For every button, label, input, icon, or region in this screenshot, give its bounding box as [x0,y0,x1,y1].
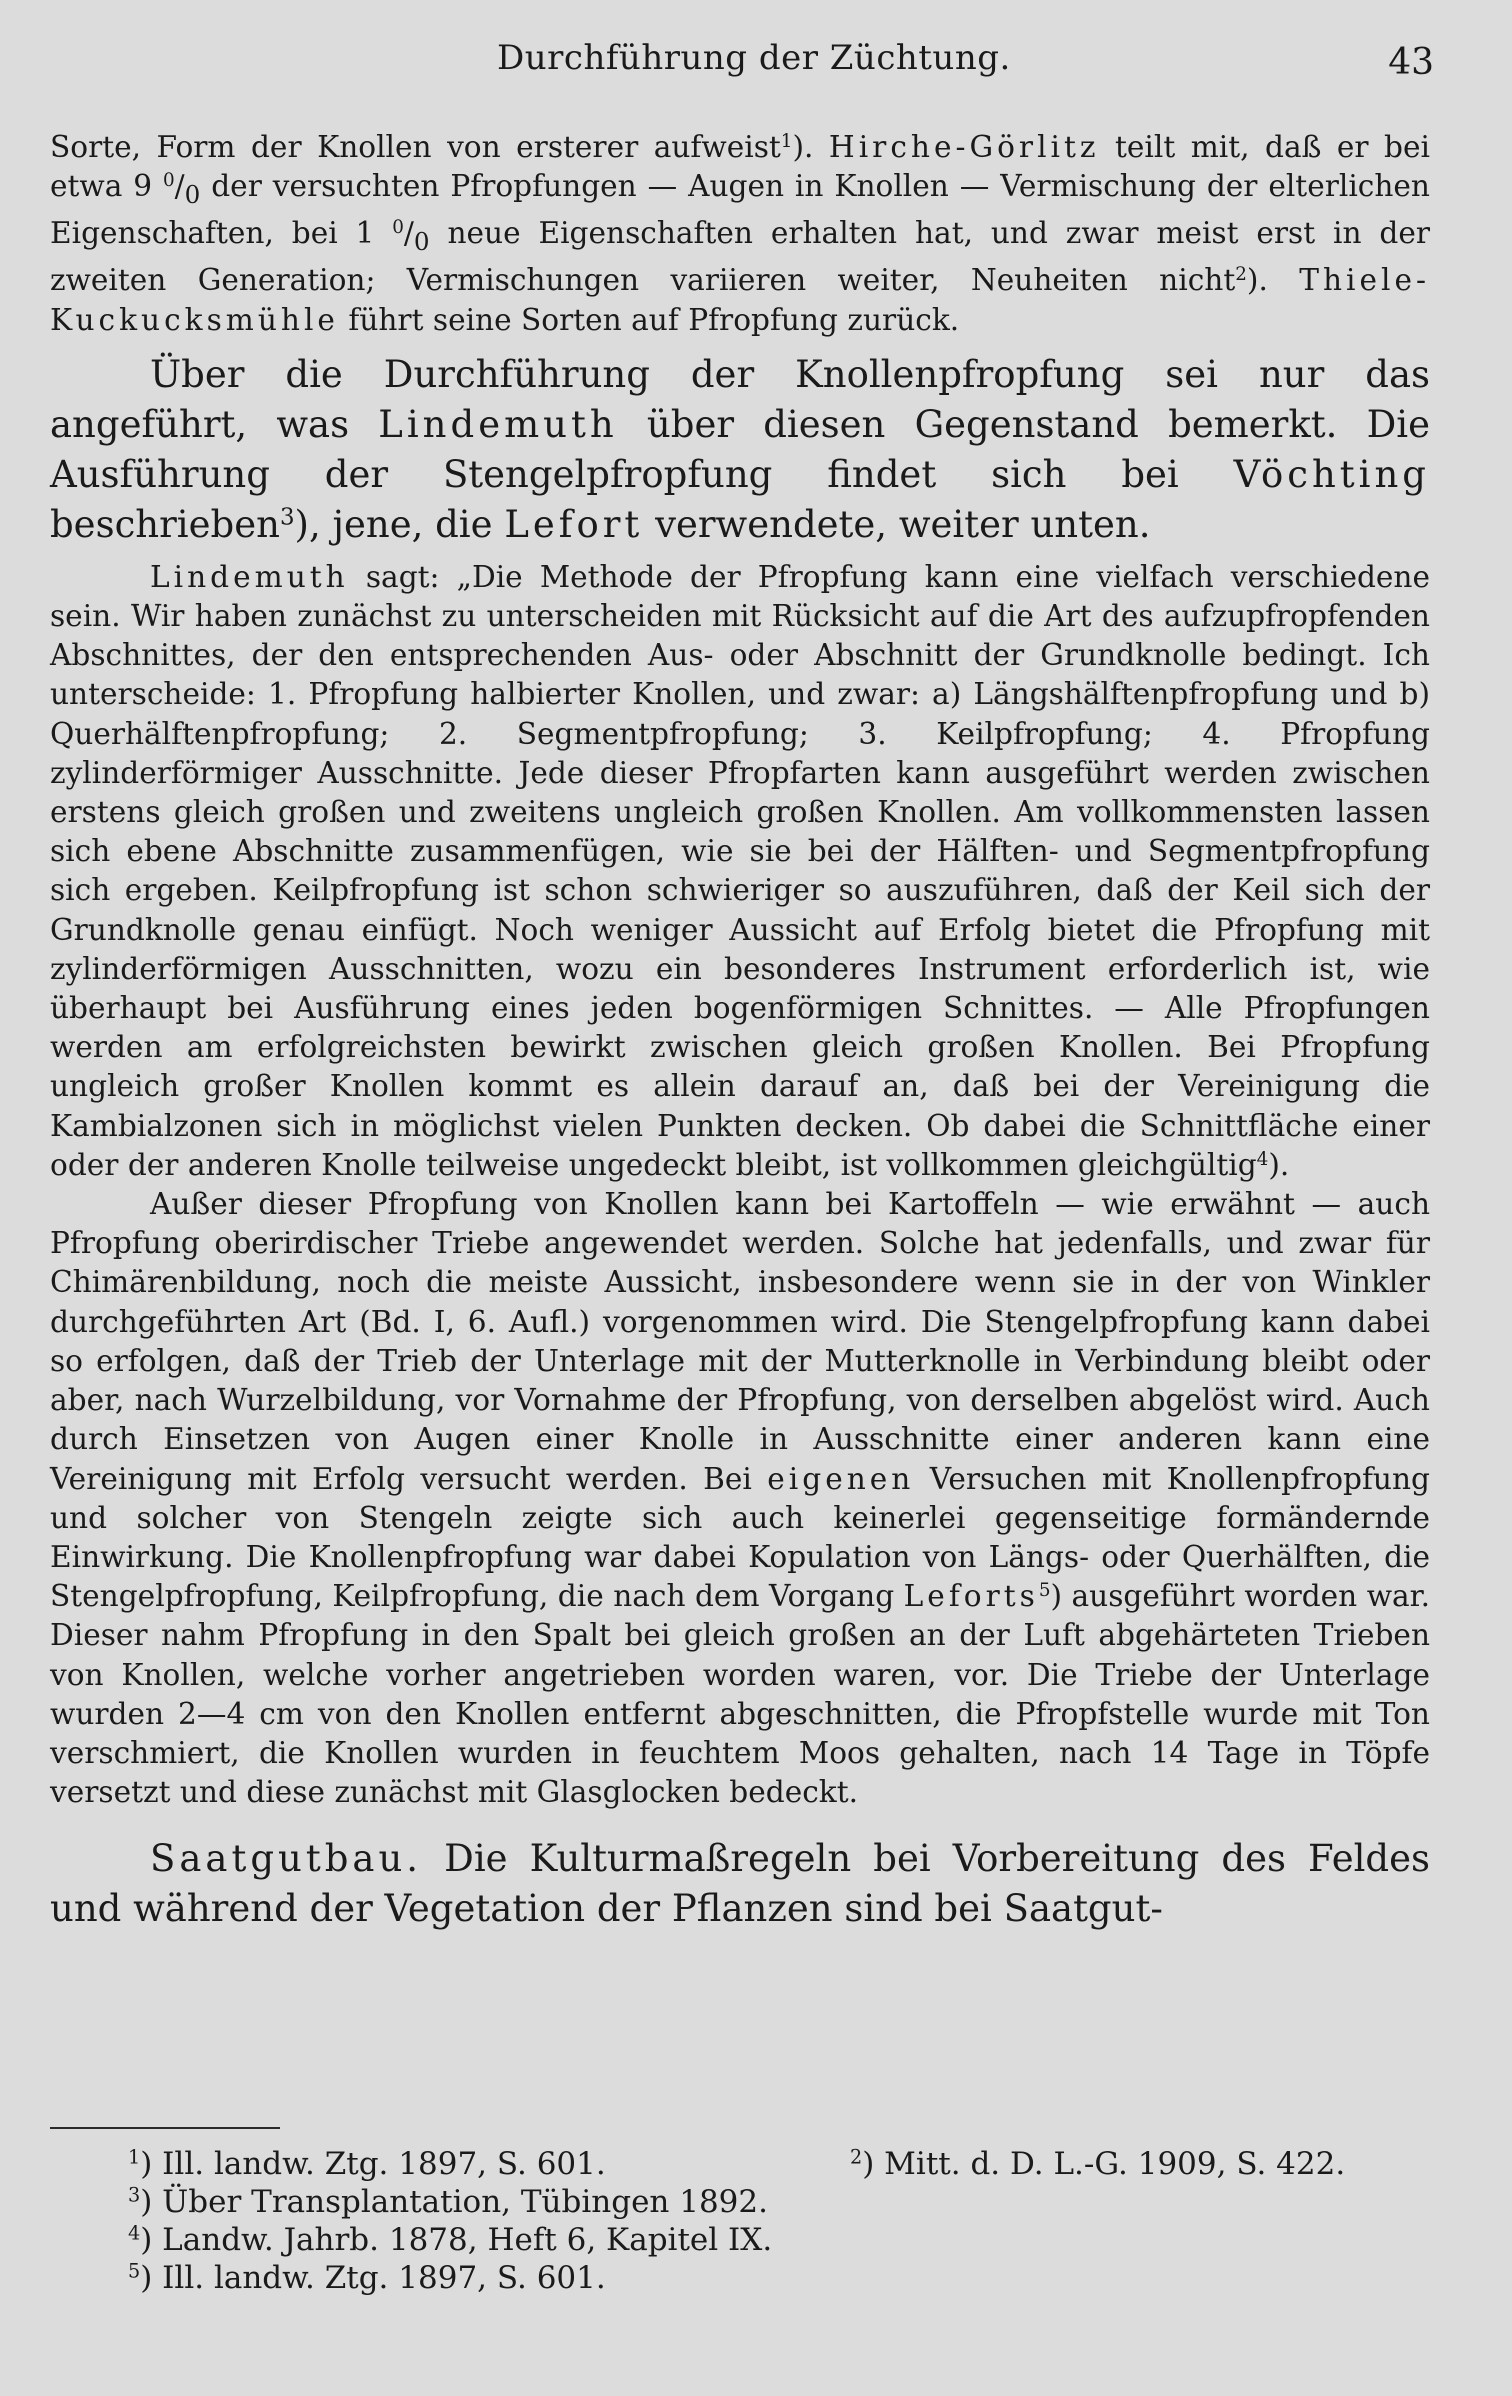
footnote-divider [50,2127,280,2129]
footnote-4: $^4$) Landw. Jahrb. 1878, Heft 6, Kapitel IX. [128,2221,773,2258]
footnote-ref-5: 5 [1038,1580,1051,1602]
name-thiele: Thiele-Kuckucksmühle [50,263,1430,337]
paragraph-lindemuth-quote: Lindemuth sagt: „Die Methode der Pfropfung kann eine vielfach verschiedene sein. Wir haben zunächst zu unterscheiden mit Rücksicht auf die Art des aufzupfropfenden Abschnittes, der den entsprechenden Aus- oder Abschnitt der Grundknolle bedingt. Ich unterscheide: 1. Pfropfung halbierter Knollen, und zwar: a) Längshälftenpfropfung und b) Querhälftenpfropfung; 2. Segmentpfropfung; 3. Keilpfropfung; 4. Pfropfung zylinderförmiger Ausschnitte. Jede dieser Pfropfarten kann ausgeführt werden zwischen erstens gleich großen und zweitens ungleich großen Knollen. Am vollkommensten lassen sich ebene Abschnitte zusammenfügen, wie sie bei der Hälften- und Segmentpfropfung sich ergeben. Keilpfropfung ist schon schwieriger so auszuführen, daß der Keil sich der Grundknolle genau einfügt. Noch weniger Aussicht auf Erfolg bietet die Pfropfung mit zylinderförmigen Ausschnitten, wozu ein besonderes Instrument erforderlich ist, wie überhaupt bei Ausführung eines jeden bogenförmigen Schnittes. — Alle Pfropfungen werden am erfolgreichsten bewirkt zwischen gleich großen Knollen. Bei Pfropfung ungleich großer Knollen kommt es allein darauf an, daß bei der Vereinigung die Kambialzonen sich in möglichst vielen Punkten decken. Ob dabei die Schnittfläche einer oder der anderen Knolle teilweise ungedeckt bleibt, ist vollkommen gleichgültig$^4$). [50,559,1430,1182]
footnotes [128,2145,1438,2297]
footnote-ref-4: 4 [1256,1148,1269,1170]
footnote-3: $^3$) Über Transplantation, Tübingen 1892. [128,2183,768,2220]
page-header [0,38,1512,88]
name-lindemuth-2: Lindemuth [150,559,349,594]
emph-eigenen: eigenen [767,1461,915,1496]
paragraph-saatgutbau: Saatgutbau. Die Kulturmaßregeln bei Vorbereitung des Feldes und während der Vegetation der Pflanzen sind bei Saatgut- [50,1837,1430,1931]
name-hirche: Hirche-Görlitz [828,130,1100,164]
footnote-2: $^2$) Mitt. d. D. L.-G. 1909, S. 422. [850,2145,1346,2182]
name-lindemuth: Lindemuth [378,402,618,446]
footnote-1: $^1$) Ill. landw. Ztg. 1897, S. 601. [128,2145,606,2182]
name-leforts: Leforts [903,1579,1039,1614]
footnote-ref-2: 2 [1235,264,1247,286]
footnote-row [128,2145,1438,2183]
body-text [50,128,1430,1934]
paragraph-hirche: Sorte, Form der Knollen von ersterer aufweist$^1$). Hirche-Görlitz teilt mit, daß er bei etwa 9 $^0/_0$ der versuchten Pfropfungen — Augen in Knollen — Vermischung der elterlichen Eigenschaften, bei 1 $^0/_0$ neue Eigenschaften erhalten hat, und zwar meist erst in der zweiten Generation; Vermischungen variieren weiter, Neuheiten nicht$^2$). Thiele-Kuckucksmühle führt seine Sorten auf Pfropfung zurück. [50,130,1430,337]
footnote-ref-1: 1 [780,130,793,152]
page-number: 43 [1388,42,1434,83]
footnote-ref-3: 3 [279,504,295,531]
name-lefort: Lefort [504,502,644,546]
paragraph-durchfuehrung: Über die Durchführung der Knollenpfropfung sei nur das angeführt, was Lindemuth über diesen Gegenstand bemerkt. Die Ausführung der Stengelpfropfung findet sich bei Vöchting beschrieben$^3$), jene, die Lefort verwendete, weiter unten. [50,352,1430,546]
section-heading-saatgutbau: Saatgutbau. [150,1837,423,1881]
footnote-5: $^5$) Ill. landw. Ztg. 1897, S. 601. [128,2259,606,2296]
name-voechting: Vöchting [1233,452,1430,496]
paragraph-stengelpfropfung: Außer dieser Pfropfung von Knollen kann bei Kartoffeln — wie erwähnt — auch Pfropfung oberirdischer Triebe angewendet werden. Solche hat jedenfalls, und zwar für Chimärenbildung, noch die meiste Aussicht, insbesondere wenn sie in der von Winkler durchgeführten Art (Bd. I, 6. Aufl.) vorgenommen wird. Die Stengelpfropfung kann dabei so erfolgen, daß der Trieb der Unterlage mit der Mutterknolle in Verbindung bleibt oder aber, nach Wurzelbildung, vor Vornahme der Pfropfung, von derselben abgelöst wird. Auch durch Einsetzen von Augen einer Knolle in Ausschnitte einer anderen kann eine Vereinigung mit Erfolg versucht werden. Bei eigenen Versuchen mit Knollenpfropfung und solcher von Stengeln zeigte sich auch keinerlei gegenseitige formändernde Einwirkung. Die Knollenpfropfung war dabei Kopulation von Längs- oder Querhälften, die Stengelpfropfung, Keilpfropfung, die nach dem Vorgang Leforts$^5$) ausgeführt worden war. Dieser nahm Pfropfung in den Spalt bei gleich großen an der Luft abgehärteten Trieben von Knollen, welche vorher angetrieben worden waren, vor. Die Triebe der Unterlage wurden 2—4 cm von den Knollen entfernt abgeschnitten, die Pfropfstelle wurde mit Ton verschmiert, die Knollen wurden in feuchtem Moos gehalten, nach 14 Tage in Töpfe versetzt und diese zunächst mit Glasglocken bedeckt. [50,1187,1430,1810]
running-title: Durchführung der Züchtung. [497,38,1011,78]
